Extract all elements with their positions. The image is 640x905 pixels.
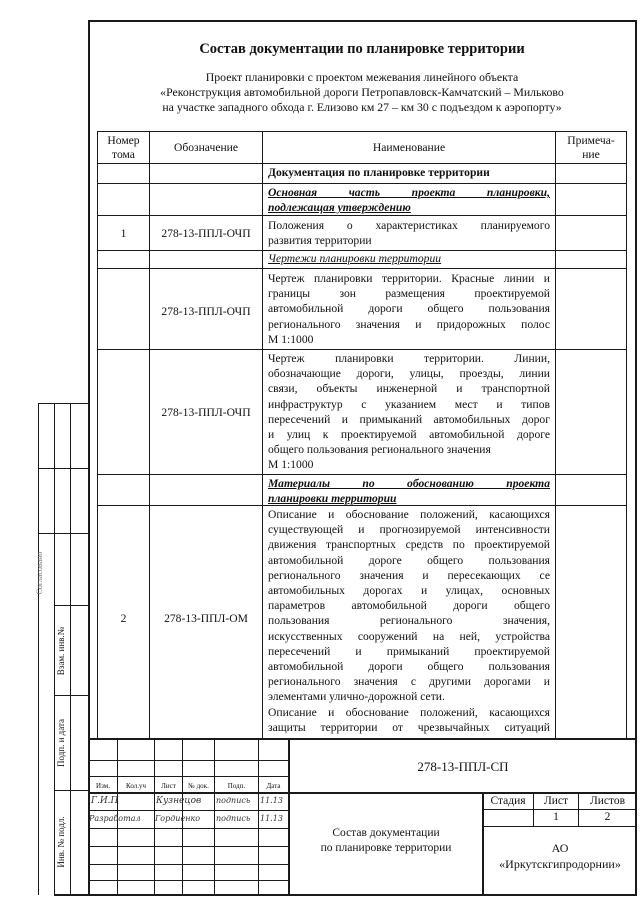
volume-number: 1	[120, 227, 127, 240]
table-col-line	[149, 131, 150, 739]
header-volume: Номер тома	[107, 134, 140, 161]
table-row-line	[97, 163, 627, 164]
table-row-line	[97, 349, 627, 350]
subsection-heading: Материалы по обоснованию проекта планировки территории	[268, 477, 550, 506]
stamp-line	[38, 403, 88, 404]
header-note: Примеча- ние	[567, 134, 615, 161]
subsection-heading: Чертежи планировки территории	[268, 252, 442, 265]
sheet-header: Лист	[543, 795, 569, 807]
header-designation: Обозначение	[173, 141, 239, 154]
designation-cell: 278-13-ППЛ-ОЧП	[161, 227, 251, 240]
designation-cell: 278-13-ППЛ-ОМ	[164, 612, 248, 625]
subtitle-line: на участке западного обхода г. Елизово км 27 – км 30 с подъездом к аэропорту»	[162, 100, 562, 114]
tb-line	[482, 809, 636, 810]
stamp-line	[54, 403, 55, 895]
stamp-label-replaced-inv: Взам. инв.№	[56, 626, 66, 676]
tb-header-sign: Подп.	[227, 782, 246, 790]
volume-number: 2	[120, 612, 127, 625]
sig-sign: подпись	[216, 796, 251, 805]
stage-header: Стадия	[490, 795, 526, 807]
tb-header-sheet: Лист	[161, 782, 176, 790]
name-cell: Описание и обоснование положений, касающихся существующей и прогнозируемой интенсивности движения транспортных средств по проектируемой автомобильной дороге общего пользования регионального значения и пересекающих се автомобильных дорогах и улицах, основных параметров автомобильной дороги общего пользования регионального значения, искусственных сооружений на ней, устройства пересечений и примыканий проектируемой автомобильной дороги общего пользования регионального значения с другими дорогами и элементами улично-дорожной сети. Описание и обоснование положений, касающихся защиты территории от чрезвычайных ситуаций	[268, 508, 550, 734]
stamp-label-sign-date: Подп. и дата	[56, 718, 66, 768]
name-cell: Чертеж планировки территории. Красные линии и границы зон размещения проектируемой автомобильной дороги общего пользования регионального значения и придорожных полос М 1:1000	[268, 272, 550, 346]
company-name: АО «Иркутскгипродорнии»	[499, 841, 621, 871]
table-border-left	[97, 131, 98, 739]
table-row-line	[97, 131, 627, 132]
header-name: Наименование	[372, 141, 446, 154]
name-cell: Положения о характеристиках планируемого развития территории	[268, 219, 550, 248]
stamp-label-inv-original: Инв. № подл.	[56, 816, 66, 868]
table-row-line	[97, 183, 627, 184]
tb-line	[214, 738, 215, 895]
tb-line	[258, 738, 259, 895]
tb-line	[88, 792, 636, 794]
sig-date: 11.13	[260, 814, 283, 823]
designation-cell: 278-13-ППЛ-ОЧП	[161, 305, 251, 318]
subtitle-line: «Реконструкция автомобильной дороги Петропавловск-Камчатский – Мильково	[160, 85, 564, 99]
stamp-line	[54, 790, 88, 791]
title-block-doc-name: Состав документации по планировке территории	[320, 827, 452, 854]
section-heading: Документация по планировке территории	[268, 166, 490, 179]
drawing-code: 278-13-ППЛ-СП	[417, 759, 509, 774]
stamp-line	[38, 533, 88, 534]
sig-role: Разработал	[89, 814, 141, 823]
sig-date: 11.13	[260, 796, 283, 805]
table-row-line	[97, 268, 627, 269]
stamp-line	[38, 403, 39, 895]
tb-line	[88, 738, 636, 740]
stamp-line	[38, 468, 88, 469]
tb-header-docnum: № док.	[188, 782, 209, 790]
sheets-header: Листов	[589, 795, 626, 807]
frame-bottom	[54, 894, 637, 896]
subtitle-line: Проект планировки с проектом межевания линейного объекта	[205, 70, 519, 84]
tb-header-count: Кол.уч	[126, 782, 146, 790]
stamp-cut-label: Согласовано	[35, 551, 44, 595]
frame-top	[88, 20, 636, 22]
table-col-line	[555, 131, 556, 739]
sheets-value: 2	[604, 811, 611, 823]
name-cell: Чертеж планировки территории. Линии, обозначающие дороги, улицы, проезды, линии связи, объекты инженерной и транспортной инфраструктур с указанием мест и типов пересечений и примыканий автомобильных дорог и улиц к проектируемой автомобильной дороге общего пользования регионального значения М 1:1000	[268, 352, 550, 472]
tb-header-date: Дата	[266, 782, 281, 790]
subsection-heading: Основная часть проекта планировки, подлежащая утверждению	[268, 186, 550, 215]
designation-cell: 278-13-ППЛ-ОЧП	[161, 406, 251, 419]
sig-name: Гордиенко	[155, 814, 201, 823]
document-subtitle	[88, 70, 636, 115]
frame-left	[88, 20, 90, 895]
stamp-line	[70, 403, 71, 895]
stamp-line	[54, 605, 88, 606]
sheet-value: 1	[553, 811, 559, 823]
tb-line	[482, 826, 636, 827]
document-title: Состав документации по планировке территории	[199, 41, 525, 57]
sig-sign: подпись	[216, 814, 251, 823]
sig-name: Кузнецов	[156, 796, 202, 806]
table-border-right	[626, 131, 627, 739]
stamp-line	[54, 695, 88, 696]
tb-header-change: Изм.	[96, 782, 110, 790]
table-row-line	[97, 474, 627, 475]
sig-role: Г.И.П	[91, 796, 119, 806]
table-col-line	[262, 131, 263, 739]
